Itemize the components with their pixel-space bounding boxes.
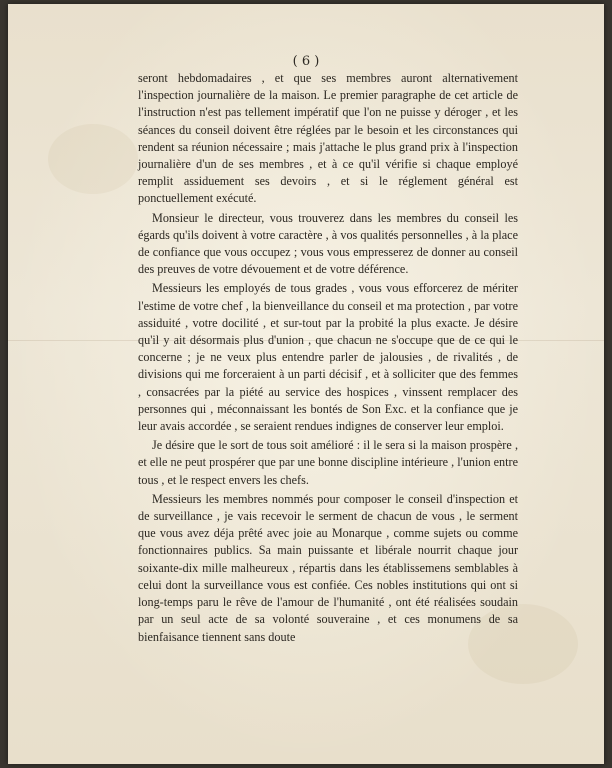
paragraph: Messieurs les membres nommés pour composer le conseil d'inspection et de surveillance , je vais recevoir le serment de chacun de vous , le serment que vous avez déja prêté avec joie au Monarque , comme sujets ou comme fonctionnaires publics. Sa main puissante et libérale nourrit chaque jour soixante-dix mille malheureux , répartis dans les établissemens semblables à celui dont la surveillance vous est confiée. Ces nobles institutions qui ont si long-temps paru le rêve de l'amour de l'humanité , ont été réalisées soudain par un seul acte de sa volonté souveraine , et ces monumens de sa bienfaisance tiennent sans doute: [138, 491, 518, 644]
paragraph: seront hebdomadaires , et que ses membres auront alternativement l'inspection journalière de la maison. Le premier paragraphe de cet article de l'instruction n'est pas tellement impératif que l'on ne puisse y déroger , et les séances du conseil doivent être réglées par le besoin et les circonstances qui rendent sa réunion nécessaire ; mais j'attache le plus grand prix à l'inspection journalière d'un de ses membres , et à ce qu'il vérifie si chaque employé remplit assiduement ses devoirs , et si le réglement général est ponctuellement exécuté.: [138, 71, 518, 206]
body-text: [138, 70, 518, 648]
paragraph: Monsieur le directeur, vous trouverez dans les membres du conseil les égards qu'ils doivent à votre caractère , à vos qualités personnelles , à la place de confiance que vous occupez ; vous vous empresserez de donner au conseil des preuves de votre dévouement et de votre déférence.: [138, 210, 518, 277]
paper-stain: [48, 124, 138, 194]
paragraph: Je désire que le sort de tous soit amélioré : il le sera si la maison prospère , et elle ne peut prospérer que par une bonne discipline intérieure , l'union entre tous , et le respect envers les chefs.: [138, 438, 518, 487]
document-page: [8, 4, 604, 764]
page-number: ( 6 ): [292, 54, 320, 69]
paragraph: Messieurs les employés de tous grades , vous vous efforcerez de mériter l'estime de votre chef , la bienveillance du conseil et ma protection , par votre assiduité , votre docilité , et sur-tout par la probité la plus exacte. Je désire qu'il y ait désormais plus d'union , que chacun ne s'occupe que de ce qui le concerne ; je ne veux plus entendre parler de jalousies , de rivalités , de divisions qui me forceraient à un parti décisif , et à solliciter que des femmes , consacrées par la piété au service des hospices , vinssent remplacer des personnes qui , méconnaissant les bontés de Son Exc. et la confiance que je leur avais accordée , se seraient rendues indignes de conserver leur emploi.: [138, 281, 518, 434]
